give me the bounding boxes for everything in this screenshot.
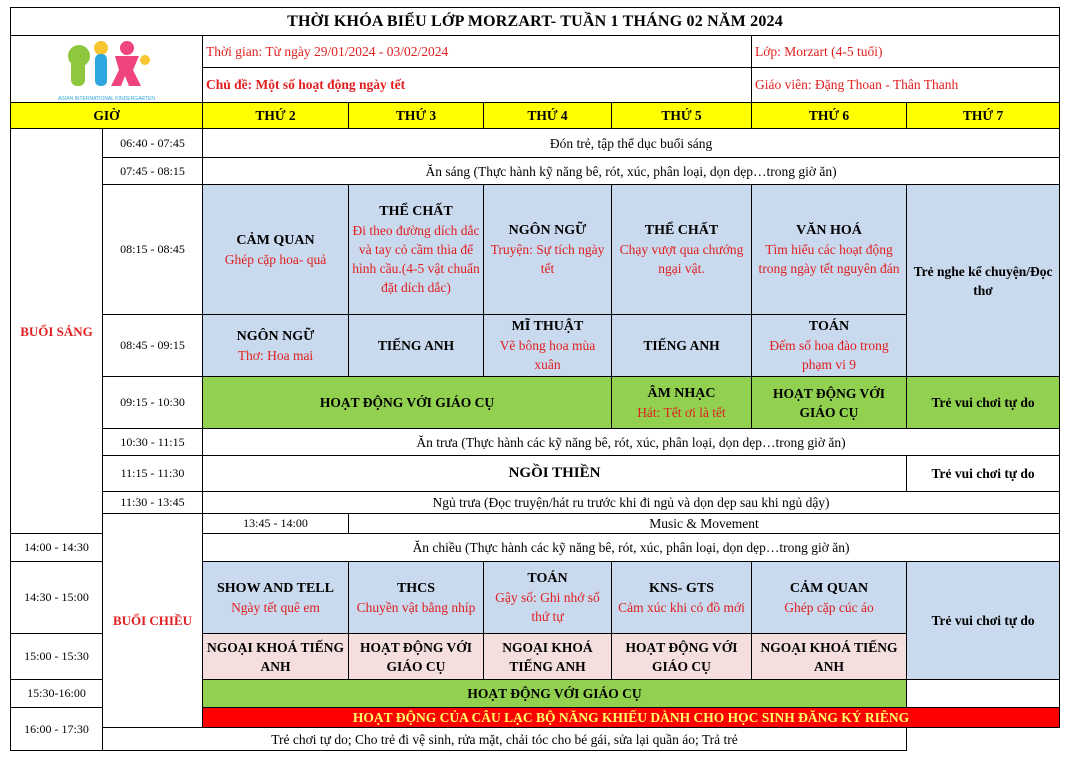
time-slot: 07:45 - 08:15 [103, 158, 203, 185]
detail: Đi theo đường dích dắc và tay cỏ cầm thìa để hình cầu.(4-5 vật chuẩn đặt dích dắc) [352, 223, 480, 295]
detail: Thơ: Hoa mai [237, 347, 314, 363]
cell-thu [612, 562, 752, 634]
subject: THCS [396, 580, 436, 596]
subject: KNS- GTS [649, 580, 714, 596]
time-slot: 09:15 - 10:30 [103, 377, 203, 429]
subject: CẢM QUAN [789, 580, 869, 596]
row-activity: Ngủ trưa (Đọc truyện/hát ru trước khi đi ngủ và dọn dẹp sau khi ngủ dậy) [203, 492, 1060, 514]
detail: Hát: Tết ơi là tết [637, 404, 726, 420]
timetable [10, 7, 1060, 751]
detail: Gậy số: Ghi nhớ số thứ tự [495, 590, 600, 624]
detail: Ghép cặp hoa- quả [224, 251, 327, 267]
row-activity: Đón trẻ, tập thể dục buổi sáng [203, 129, 1060, 158]
info-theme: Chủ đề: Một số hoạt động ngày tết [203, 67, 752, 102]
cell-sat-empty [907, 680, 1060, 708]
cell-tue: TIẾNG ANH [349, 315, 484, 377]
cell-mon [203, 562, 349, 634]
cell-fri [752, 562, 907, 634]
time-slot: 10:30 - 11:15 [103, 429, 203, 456]
detail: Tìm hiểu các hoạt động trong ngày tết nguyên đán [758, 242, 900, 276]
time-slot: 11:30 - 13:45 [103, 492, 203, 514]
cell-sat: Trẻ vui chơi tự do [907, 562, 1060, 680]
header-day-sat: THỨ 7 [907, 103, 1060, 129]
time-slot: 11:15 - 11:30 [103, 456, 203, 492]
cell-thu [612, 377, 752, 429]
cell-tue [349, 185, 484, 315]
cell-mon [203, 315, 349, 377]
cell-wed: NGOẠI KHOÁ TIẾNG ANH [484, 634, 612, 680]
header-day-fri: THỨ 6 [752, 103, 907, 129]
detail: Vẽ bông hoa mùa xuân [499, 338, 596, 372]
time-slot: 14:00 - 14:30 [11, 534, 103, 562]
row-activity: HOẠT ĐỘNG VỚI GIÁO CỤ [203, 680, 907, 708]
header-day-wed: THỨ 4 [484, 103, 612, 129]
info-teacher: Giáo viên: Đặng Thoan - Thân Thanh [752, 67, 1060, 102]
cell-mon [203, 185, 349, 315]
subject: VĂN HOÁ [796, 223, 862, 238]
detail: Ngày tết quê em [231, 599, 320, 615]
subject: CẢM QUAN [236, 232, 315, 248]
subject: SHOW AND TELL [217, 580, 334, 596]
cell-tue [349, 562, 484, 634]
subject: MĨ THUẬT [511, 319, 584, 334]
cell-thu: TIẾNG ANH [612, 315, 752, 377]
detail: Truyện: Sự tích ngày tết [490, 242, 605, 276]
cell-tue: HOẠT ĐỘNG VỚI GIÁO CỤ [349, 634, 484, 680]
row-activity: Ăn chiều (Thực hành các kỹ năng bê, rót, xúc, phân loại, dọn dẹp…trong giờ ăn) [203, 534, 1060, 562]
cell-sat: Trẻ vui chơi tự do [907, 377, 1060, 429]
session-afternoon: BUỔI CHIỀU [103, 514, 203, 728]
detail: Ghép cặp cúc áo [784, 599, 874, 615]
detail: Chuyền vật bằng nhíp [356, 599, 476, 615]
cell-sat: Trẻ nghe kể chuyện/Đọc thơ [907, 185, 1060, 377]
cell-wed [484, 562, 612, 634]
time-slot: 15:30-16:00 [11, 680, 103, 708]
cell-sat: Trẻ vui chơi tự do [907, 456, 1060, 492]
time-slot: 14:30 - 15:00 [11, 562, 103, 634]
cell-mon-wed: HOẠT ĐỘNG VỚI GIÁO CỤ [203, 377, 612, 429]
detail: Chạy vượt qua chướng ngại vật. [619, 242, 744, 276]
club-banner: HOẠT ĐỘNG CỦA CÂU LẠC BỘ NĂNG KHIẾU DÀNH CHO HỌC SINH ĐĂNG KÝ RIÊNG [203, 708, 1060, 728]
row-activity: Ăn trưa (Thực hành các kỹ năng bê, rót, xúc, phân loại, dọn dẹp…trong giờ ăn) [203, 429, 1060, 456]
cell-fri [752, 315, 907, 377]
time-slot: 08:15 - 08:45 [103, 185, 203, 315]
subject: ÂM NHẠC [647, 385, 716, 401]
info-class: Lớp: Morzart (4-5 tuổi) [752, 36, 1060, 68]
detail: Đếm số hoa đào trong phạm vi 9 [769, 338, 889, 372]
subject: TOÁN [527, 571, 568, 586]
cell-wed [484, 315, 612, 377]
logo-caption: ASIAN INTERNATIONAL KINDERGARTEN [58, 96, 155, 102]
time-slot: 06:40 - 07:45 [103, 129, 203, 158]
subject: THỂ CHẤT [644, 223, 719, 238]
subject: NGÔN NGỮ [508, 223, 587, 238]
subject: NGÔN NGỮ [236, 328, 315, 344]
header-day-thu: THỨ 5 [612, 103, 752, 129]
subject: TOÁN [808, 319, 850, 334]
session-morning: BUỔI SÁNG [11, 129, 103, 534]
cell-thu: HOẠT ĐỘNG VỚI GIÁO CỤ [612, 634, 752, 680]
cell-mon: NGOẠI KHOÁ TIẾNG ANH [203, 634, 349, 680]
time-slot: 08:45 - 09:15 [103, 315, 203, 377]
cell-fri: NGOẠI KHOÁ TIẾNG ANH [752, 634, 907, 680]
cell-thu [612, 185, 752, 315]
detail: Cảm xúc khi có đồ mới [618, 599, 745, 615]
cell-wed [484, 185, 612, 315]
logo-mark-icon [57, 36, 157, 96]
cell-fri: HOẠT ĐỘNG VỚI GIÁO CỤ [752, 377, 907, 429]
page-title: THỜI KHÓA BIỂU LỚP MORZART- TUẦN 1 THÁNG 02 NĂM 2024 [11, 8, 1060, 36]
time-slot: 15:00 - 15:30 [11, 634, 103, 680]
row-activity: NGỒI THIỀN [203, 456, 907, 492]
time-slot: 13:45 - 14:00 [203, 514, 349, 534]
info-time: Thời gian: Từ ngày 29/01/2024 - 03/02/2024 [203, 36, 752, 68]
header-day-tue: THỨ 3 [349, 103, 484, 129]
logo [11, 36, 203, 103]
row-activity: Music & Movement [349, 514, 1060, 534]
subject: THỂ CHẤT [379, 204, 453, 219]
row-activity: Trẻ chơi tự do; Cho trẻ đi vệ sinh, rửa mặt, chải tóc cho bé gái, sửa lại quần áo; Trả trẻ [103, 728, 907, 751]
cell-fri [752, 185, 907, 315]
row-activity: Ăn sáng (Thực hành kỹ năng bê, rót, xúc, phân loại, dọn dẹp…trong giờ ăn) [203, 158, 1060, 185]
time-slot: 16:00 - 17:30 [11, 708, 103, 751]
header-hour: GIỜ [11, 103, 203, 129]
header-day-mon: THỨ 2 [203, 103, 349, 129]
